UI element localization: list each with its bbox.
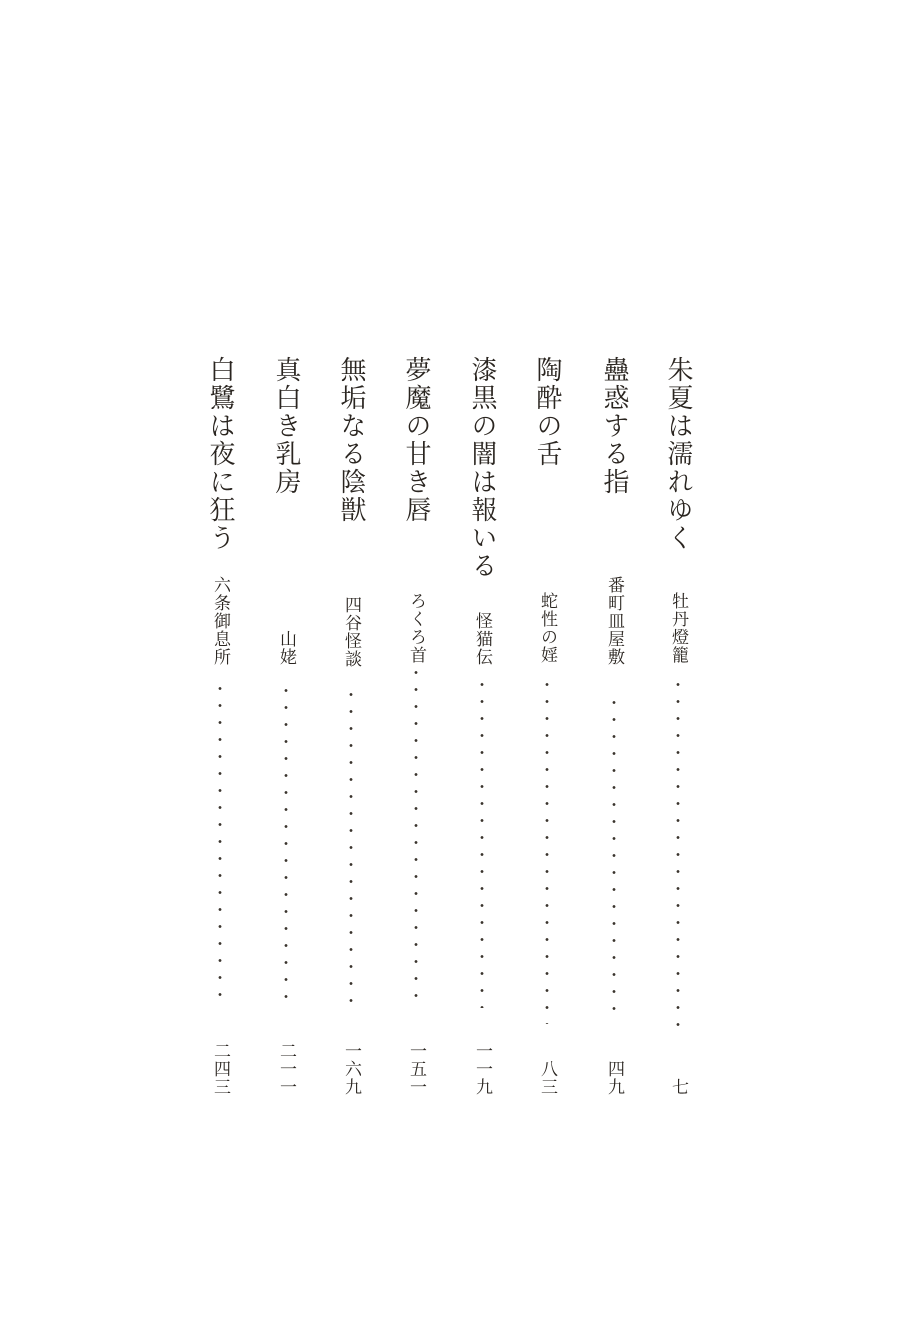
chapter-title: 夢魔の甘き唇 — [401, 356, 431, 524]
page-number: 一一九 — [472, 1042, 492, 1096]
dot-leader — [403, 664, 429, 1008]
toc-entry — [661, 356, 695, 1096]
dot-leader — [338, 686, 364, 1008]
dot-leader — [273, 682, 299, 1008]
source-story: 牡丹燈籠 — [668, 592, 688, 664]
chapter-title: 蠱惑する指 — [599, 356, 629, 496]
page-number: 七 — [668, 1078, 688, 1096]
chapter-title: 漆黒の闇は報いる — [467, 356, 497, 580]
source-story: 怪猫伝 — [472, 612, 492, 666]
chapter-title: 真白き乳房 — [271, 356, 301, 496]
toc-entry — [203, 356, 237, 1096]
page-number: 一五一 — [406, 1042, 426, 1096]
source-story: 山姥 — [276, 630, 296, 666]
chapter-title: 陶酔の舌 — [532, 356, 562, 468]
toc-entry — [334, 356, 368, 1096]
chapter-title: 白鷺は夜に狂う — [205, 356, 235, 552]
page-number: 二一一 — [276, 1042, 296, 1096]
dot-leader — [601, 694, 627, 1024]
page-number: 一六九 — [341, 1042, 361, 1096]
toc-entry — [269, 356, 303, 1096]
page-number: 二四三 — [210, 1042, 230, 1096]
source-story: 蛇性の婬 — [537, 592, 557, 664]
source-story: 四谷怪談 — [341, 596, 361, 668]
dot-leader — [469, 676, 495, 1008]
dot-leader — [534, 676, 560, 1024]
chapter-title: 朱夏は濡れゆく — [663, 356, 693, 552]
source-story: 番町皿屋敷 — [604, 576, 624, 666]
toc-entry — [399, 356, 433, 1096]
toc-entry — [465, 356, 499, 1096]
page-number: 八三 — [537, 1060, 557, 1096]
page-number: 四九 — [604, 1060, 624, 1096]
source-story: 六条御息所 — [210, 576, 230, 666]
dot-leader — [207, 680, 233, 1008]
toc-entry — [597, 356, 631, 1096]
dot-leader — [665, 676, 691, 1040]
toc-entry — [530, 356, 564, 1096]
chapter-title: 無垢なる陰獣 — [336, 356, 366, 524]
source-story: ろくろ首 — [406, 592, 426, 664]
